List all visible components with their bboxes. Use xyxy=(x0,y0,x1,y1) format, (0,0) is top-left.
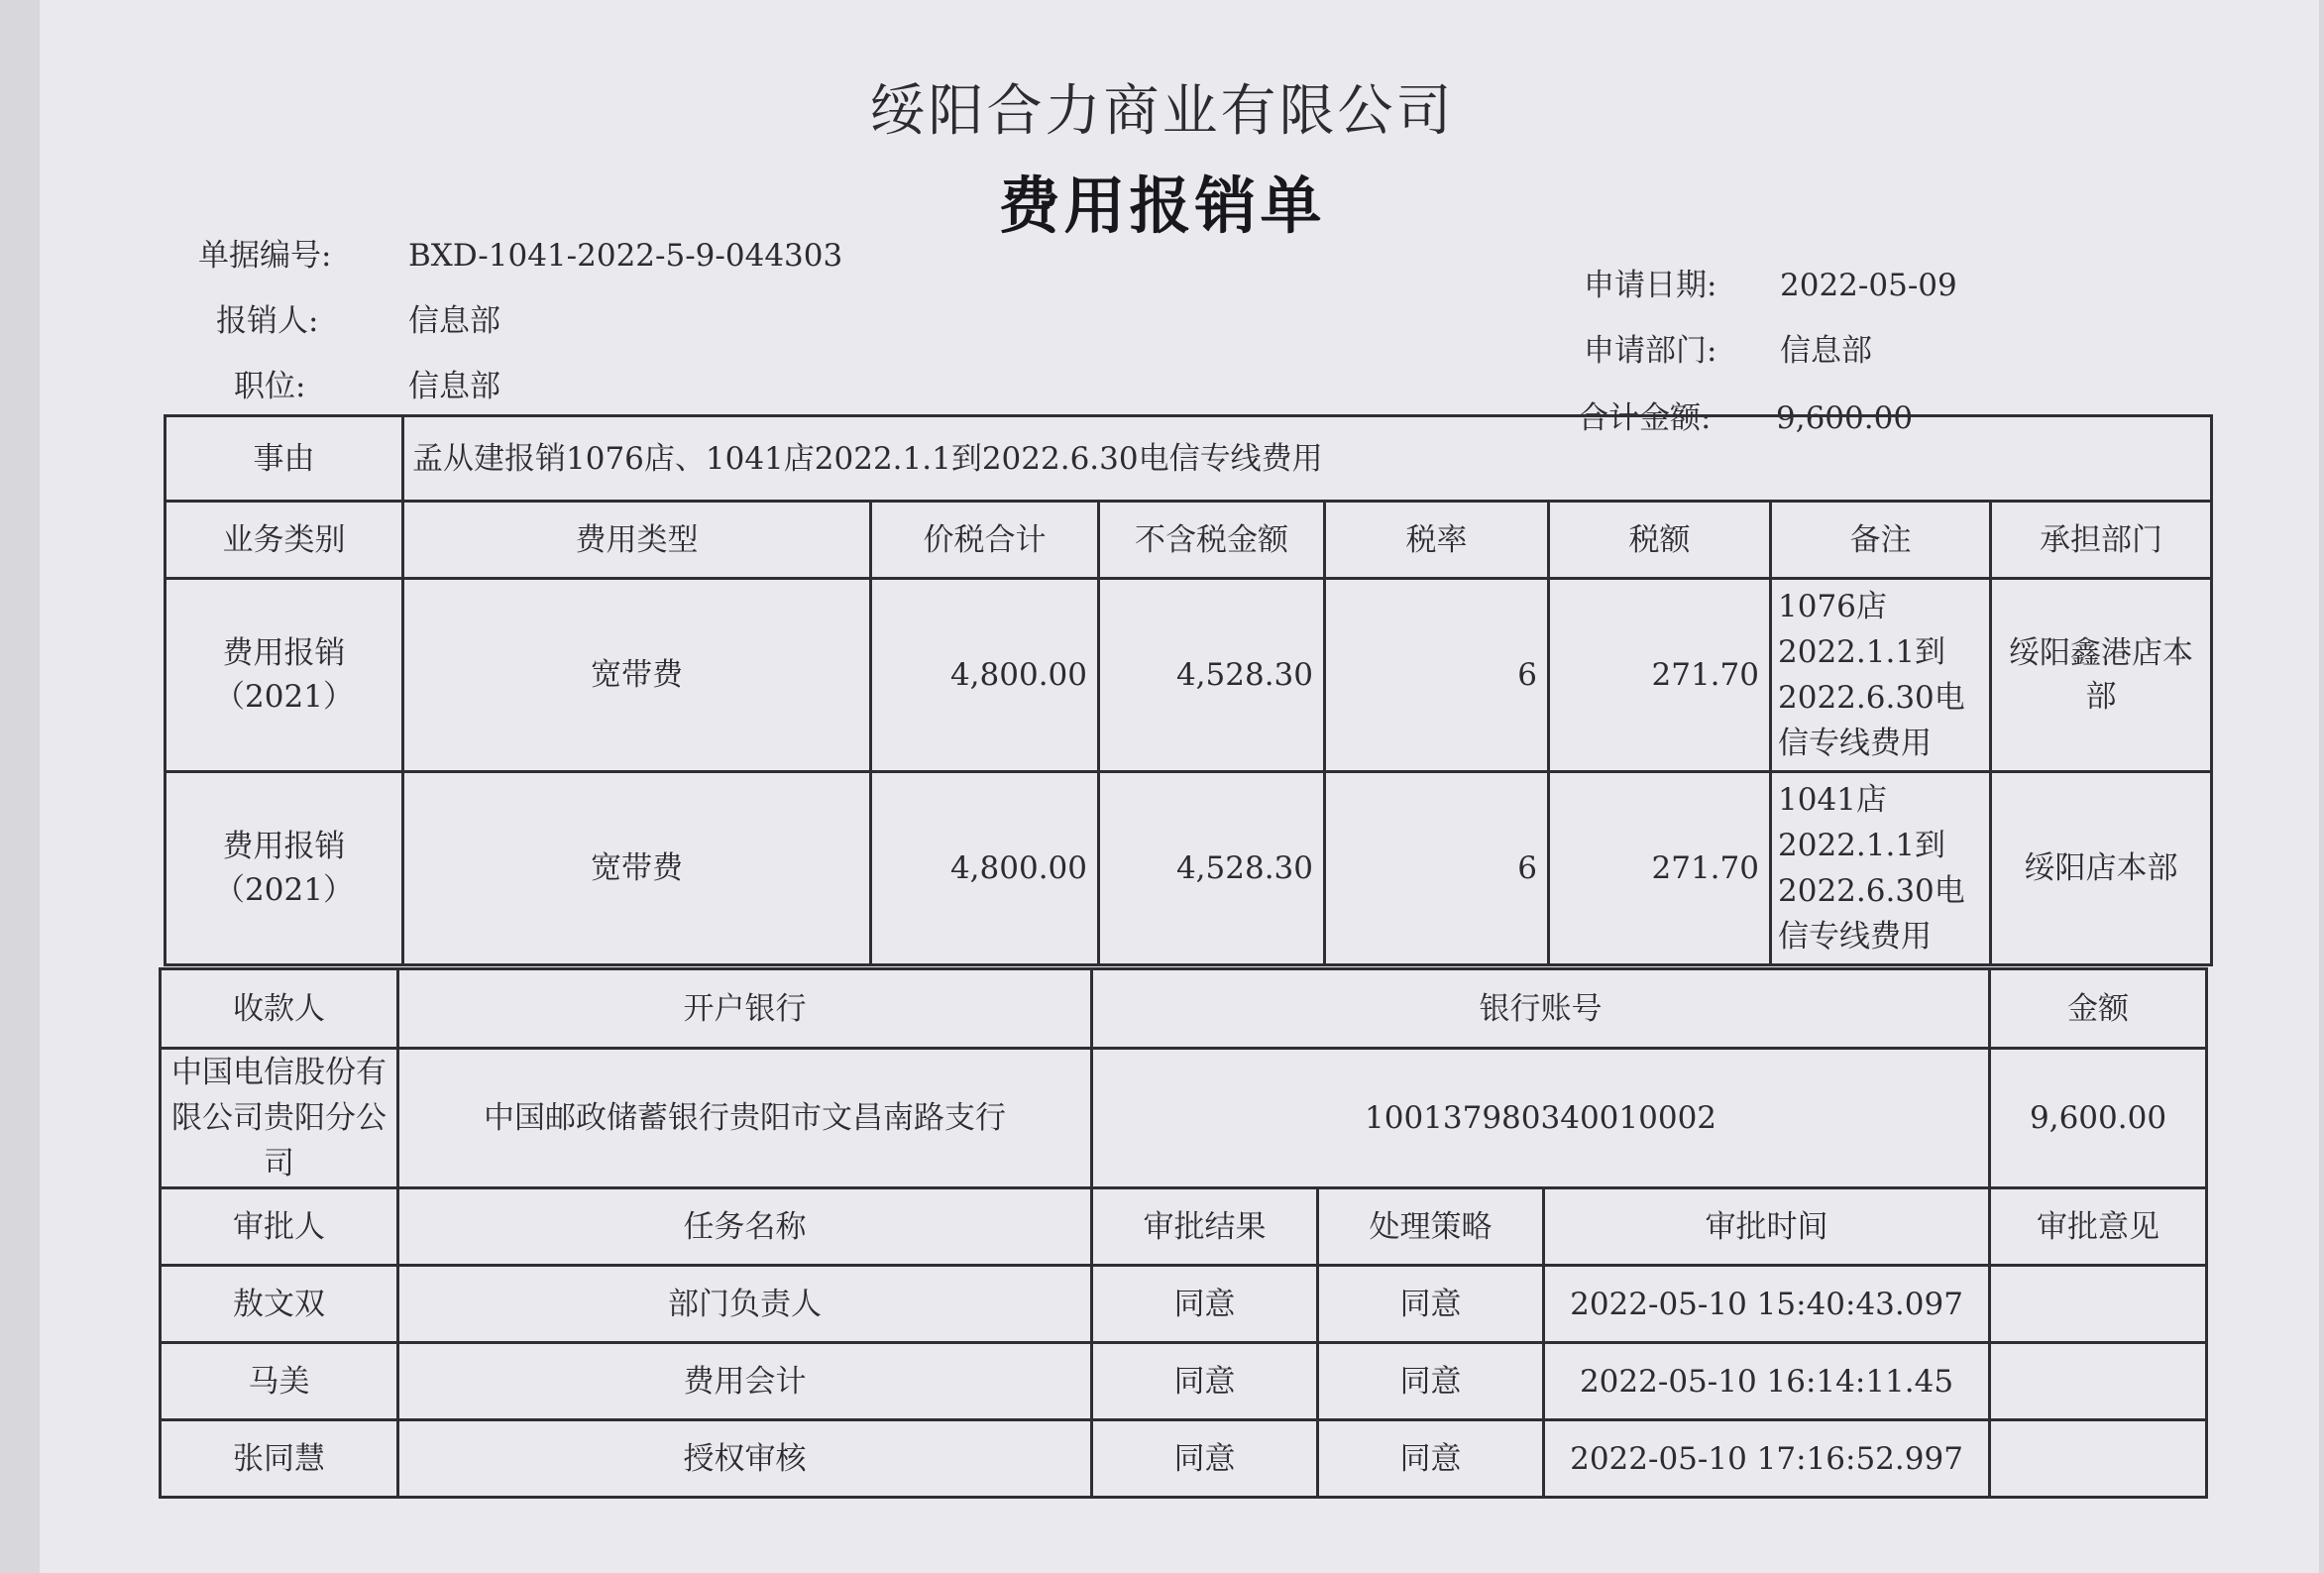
table-row xyxy=(161,1343,2207,1420)
header-note: 备注 xyxy=(1771,502,1991,579)
approval-time: 2022-05-10 16:14:11.45 xyxy=(1544,1343,1990,1420)
approval-comment xyxy=(1990,1266,2207,1343)
header-result: 审批结果 xyxy=(1092,1188,1318,1266)
row-rate: 6 xyxy=(1325,772,1549,965)
payee-name: 中国电信股份有限公司贵阳分公司 xyxy=(161,1049,398,1188)
document-title: 费用报销单 xyxy=(998,169,1326,242)
row-note: 1076店2022.1.1到2022.6.30电信专线费用 xyxy=(1771,579,1991,772)
header-bank: 开户银行 xyxy=(398,969,1092,1049)
total-amount-label: 合计金额: xyxy=(1578,400,1712,436)
header-rate: 税率 xyxy=(1325,502,1549,579)
approver-name: 张同慧 xyxy=(161,1420,398,1498)
approval-comment xyxy=(1990,1420,2207,1498)
table-row xyxy=(166,579,2212,772)
approval-strategy: 同意 xyxy=(1318,1343,1544,1420)
apply-date-row xyxy=(1584,260,1957,304)
table-row xyxy=(166,772,2212,965)
row-net: 4,528.30 xyxy=(1099,772,1325,965)
header-task: 任务名称 xyxy=(398,1188,1092,1266)
doc-number-label: 单据编号: xyxy=(198,238,332,274)
row-tax: 271.70 xyxy=(1549,772,1771,965)
approval-result: 同意 xyxy=(1092,1266,1318,1343)
header-category: 业务类别 xyxy=(166,502,403,579)
approver-name: 马美 xyxy=(161,1343,398,1420)
row-type: 宽带费 xyxy=(403,579,871,772)
row-tax: 271.70 xyxy=(1549,579,1771,772)
approval-result: 同意 xyxy=(1092,1343,1318,1420)
header-net: 不含税金额 xyxy=(1099,502,1325,579)
apply-dept-label: 申请部门: xyxy=(1584,333,1717,369)
position-label: 职位: xyxy=(234,369,306,404)
row-net: 4,528.30 xyxy=(1099,579,1325,772)
approval-task: 部门负责人 xyxy=(398,1266,1092,1343)
approval-task: 费用会计 xyxy=(398,1343,1092,1420)
header-type: 费用类型 xyxy=(403,502,871,579)
header-payee: 收款人 xyxy=(161,969,398,1049)
header-amount: 金额 xyxy=(1990,969,2207,1049)
header-comment: 审批意见 xyxy=(1990,1188,2207,1266)
header-approver: 审批人 xyxy=(161,1188,398,1266)
table-row xyxy=(161,1266,2207,1343)
table-row xyxy=(161,1420,2207,1498)
doc-number-row xyxy=(198,230,842,275)
reason-label: 事由 xyxy=(166,416,403,502)
apply-date-value: 2022-05-09 xyxy=(1780,268,1957,303)
approval-strategy: 同意 xyxy=(1318,1266,1544,1343)
row-dept: 绥阳鑫港店本部 xyxy=(1991,579,2212,772)
reason-value: 孟从建报销1076店、1041店2022.1.1到2022.6.30电信专线费用 xyxy=(403,416,2212,502)
approval-time: 2022-05-10 15:40:43.097 xyxy=(1544,1266,1990,1343)
approval-task: 授权审核 xyxy=(398,1420,1092,1498)
payee-account: 100137980340010002 xyxy=(1092,1049,1990,1188)
header-time: 审批时间 xyxy=(1544,1188,1990,1266)
approval-time: 2022-05-10 17:16:52.997 xyxy=(1544,1420,1990,1498)
row-total: 4,800.00 xyxy=(871,772,1099,965)
payee-approval-table xyxy=(159,967,2208,1499)
approval-strategy: 同意 xyxy=(1318,1420,1544,1498)
row-type: 宽带费 xyxy=(403,772,871,965)
claimant-label: 报销人: xyxy=(216,303,319,339)
apply-dept-row xyxy=(1584,325,1872,370)
approval-result: 同意 xyxy=(1092,1420,1318,1498)
approval-header-row xyxy=(161,1188,2207,1266)
approver-name: 敖文双 xyxy=(161,1266,398,1343)
header-account: 银行账号 xyxy=(1092,969,1990,1049)
row-dept: 绥阳店本部 xyxy=(1991,772,2212,965)
company-name: 绥阳合力商业有限公司 xyxy=(869,79,1455,144)
header-dept: 承担部门 xyxy=(1991,502,2212,579)
payee-header-row xyxy=(161,969,2207,1049)
doc-number-value: BXD-1041-2022-5-9-044303 xyxy=(408,238,843,274)
position-row xyxy=(234,361,500,405)
row-total: 4,800.00 xyxy=(871,579,1099,772)
claimant-value: 信息部 xyxy=(408,303,500,339)
payee-amount: 9,600.00 xyxy=(1990,1049,2207,1188)
row-category: 费用报销（2021） xyxy=(166,772,403,965)
claimant-row xyxy=(216,295,500,340)
row-category: 费用报销（2021） xyxy=(166,579,403,772)
header-total: 价税合计 xyxy=(871,502,1099,579)
apply-dept-value: 信息部 xyxy=(1780,333,1872,369)
expense-table xyxy=(164,414,2213,966)
approval-comment xyxy=(1990,1343,2207,1420)
row-rate: 6 xyxy=(1325,579,1549,772)
reason-row xyxy=(166,416,2212,502)
position-value: 信息部 xyxy=(408,369,500,404)
payee-row xyxy=(161,1049,2207,1188)
row-note: 1041店2022.1.1到2022.6.30电信专线费用 xyxy=(1771,772,1991,965)
header-tax: 税额 xyxy=(1549,502,1771,579)
total-amount-value: 9,600.00 xyxy=(1776,400,1914,436)
header-strategy: 处理策略 xyxy=(1318,1188,1544,1266)
expense-header-row xyxy=(166,502,2212,579)
apply-date-label: 申请日期: xyxy=(1584,268,1717,303)
payee-bank: 中国邮政储蓄银行贵阳市文昌南路支行 xyxy=(398,1049,1092,1188)
